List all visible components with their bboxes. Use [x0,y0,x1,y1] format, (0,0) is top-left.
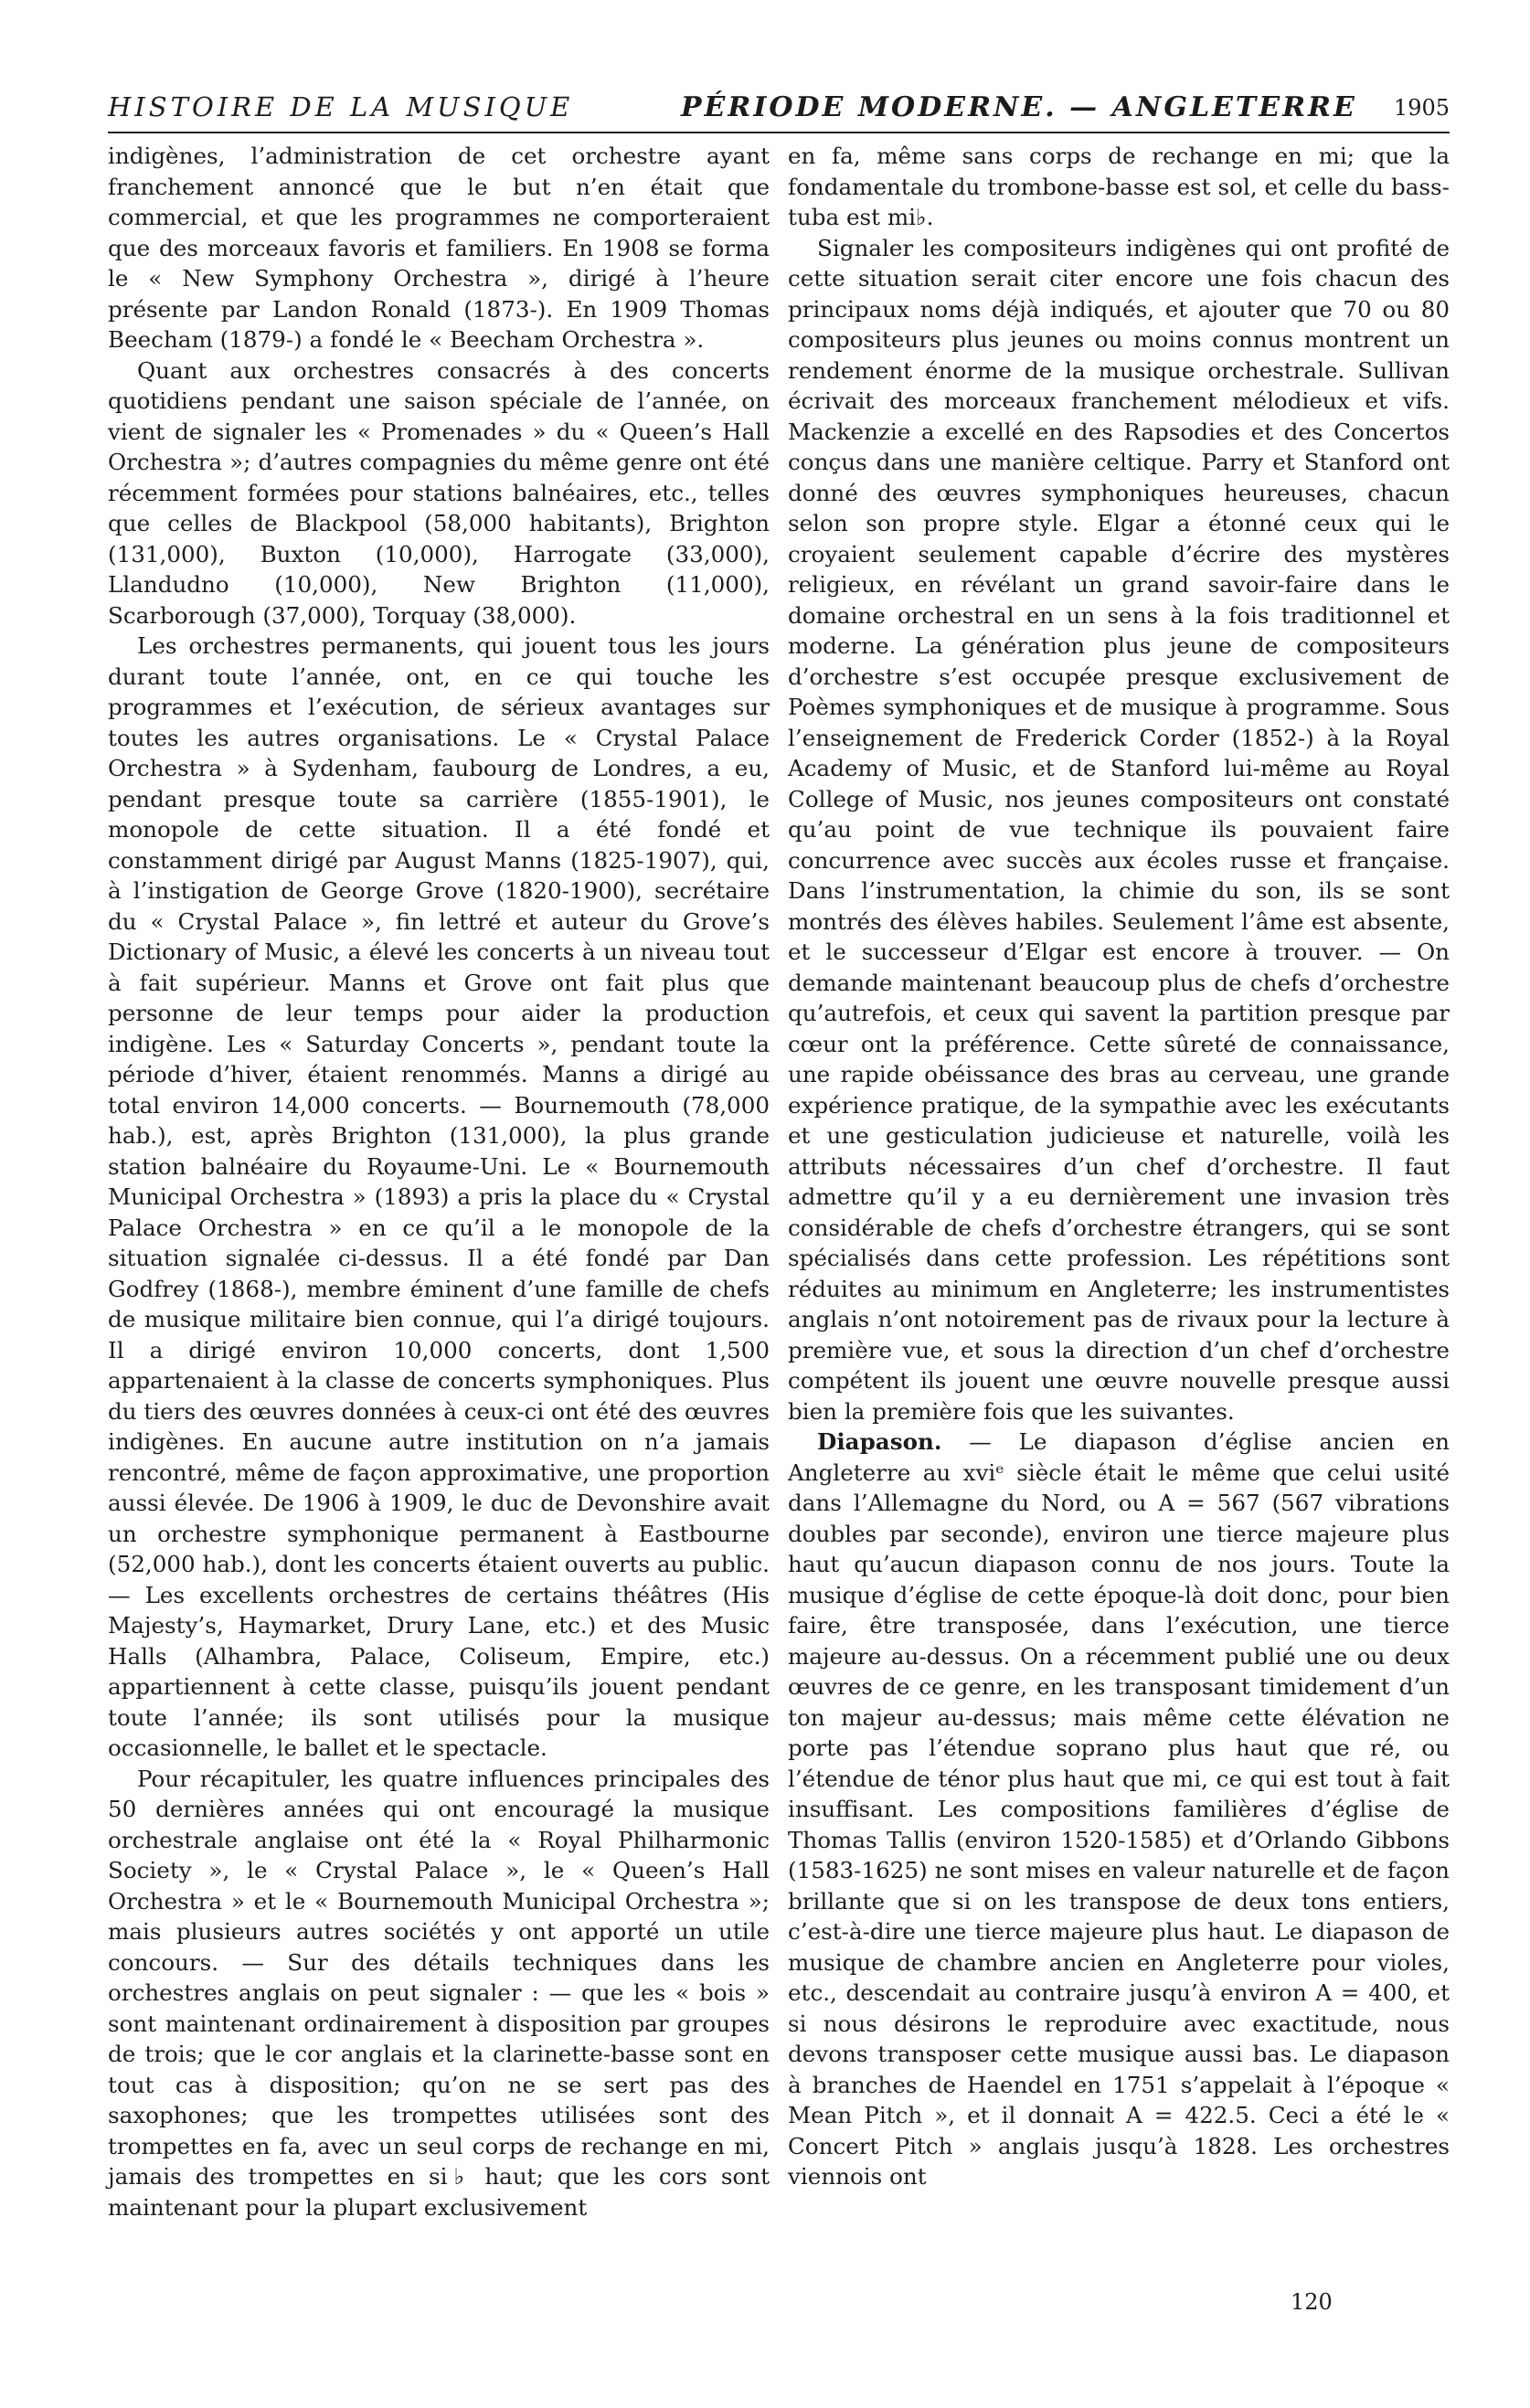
page-number: 1905 [1393,95,1450,121]
section-heading-diapason: Diapason. [817,1428,942,1455]
paragraph: Quant aux orchestres consacrés à des concerts quotidiens pendant une saison spéciale de l’année, on vient de signaler les « Promenades » du « Queen’s Hall Orchestra »; d’autres compagnies du même genre ont été récemment formées pour stations balnéaires, etc., telles que celles de Blackpool (58,000 habitants), Brighton (131,000), Buxton (10,000), Harrogate (33,000), Llandudno (10,000), New Brighton (11,000), Scarborough (37,000), Torquay (38,000). [108,356,770,629]
paragraph: Signaler les compositeurs indigènes qui ont profité de cette situation serait citer encore une fois chacun des principaux noms déjà indiqués, et ajouter que 70 ou 80 compositeurs plus jeunes ou moins connus montrent un rendement énorme de la musique orchestrale. Sullivan écrivait des morceaux franchement mélodieux et vifs. Mackenzie a excellé en des Rapsodies et des Concertos conçus dans une manière celtique. Parry et Stanford ont donné des œuvres symphoniques heureuses, chacun selon son propre style. Elgar a étonné ceux qui le croyaient seulement capable d’écrire des mystères religieux, en révélant un grand savoir-faire dans le domaine orchestral en un sens à la fois traditionnel et moderne. La génération plus jeune de compositeurs d’orchestre s’est occupée presque exclusivement de Poèmes symphoniques et de musique à programme. Sous l’enseignement de Frederick Corder (1852-) à la Royal Academy of Music, et de Stanford lui-même au Royal College of Music, nos jeunes compositeurs ont constaté qu’au point de vue technique ils pouvaient faire concurrence avec succès aux écoles russe et française. Dans l’instrumentation, la chimie du son, ils se sont montrés des élèves habiles. Seulement l’âme est absente, et le successeur d’Elgar est encore à trouver. — On demande maintenant beaucoup plus de chefs d’orchestre qu’autrefois, et ceux qui savent la partition presque par cœur ont la préférence. Cette sûreté de connaissance, une rapide obéissance des bras au cerveau, une grande expérience pratique, de la sympathie avec les exécutants et une gesticulation judicieuse et naturelle, voilà les attributs nécessaires d’un chef d’orchestre. Il faut admettre qu’il y a eu dernièrement une invasion très considérable de chefs d’orchestre étrangers, qui se sont spécialisés dans cette profession. Les répétitions sont réduites au minimum en Angleterre; les instrumentistes anglais n’ont notoirement pas de rivaux pour la lecture à première vue, et sous la direction d’un chef d’orchestre compétent ils jouent une œuvre nouvelle presque aussi bien la première fois que les suivantes. [788,234,1450,1425]
sheet-signature: 120 [1291,2289,1333,2315]
header-book-title: HISTOIRE DE LA MUSIQUE [108,91,574,122]
right-column [788,141,1450,2192]
diapason-paragraph [788,1427,1450,2192]
paragraph: en fa, même sans corps de rechange en mi; que la fondamentale du trombone-basse est sol, et celle du bass-tuba est mi♭. [788,143,1450,230]
paragraph: Les orchestres permanents, qui jouent tous les jours durant toute l’année, ont, en ce qui touche les programmes et l’exécution, de sérieux avantages sur toutes les autres organisations. Le « Crystal Palace Orchestra » à Sydenham, faubourg de Londres, a eu, pendant presque toute sa carrière (1855-1901), le monopole de cette situation. Il a été fondé et constamment dirigé par August Manns (1825-1907), qui, à l’instigation de George Grove (1820-1900), secrétaire du « Crystal Palace », fin lettré et auteur du Grove’s Dictionary of Music, a élevé les concerts à un niveau tout à fait supérieur. Manns et Grove ont fait plus que personne de leur temps pour aider la production indigène. Les « Saturday Concerts », pendant toute la période d’hiver, étaient renommés. Manns a dirigé au total environ 14,000 concerts. — Bournemouth (78,000 hab.), est, après Brighton (131,000), la plus grande station balnéaire du Royaume-Uni. Le « Bournemouth Municipal Orchestra » (1893) a pris la place du « Crystal Palace Orchestra » en ce qu’il a le monopole de la situation signalée ci-dessus. Il a été fondé par Dan Godfrey (1868-), membre éminent d’une famille de chefs de musique militaire bien connue, qui l’a dirigé toujours. Il a dirigé environ 10,000 concerts, dont 1,500 appartenaient à la classe de concerts symphoniques. Plus du tiers des œuvres données à ceux-ci ont été des œuvres indigènes. En aucune autre institution on n’a jamais rencontré, même de façon approximative, une proportion aussi élevée. De 1906 à 1909, le duc de Devonshire avait un orchestre symphonique permanent à Eastbourne (52,000 hab.), dont les concerts étaient ouverts au public. — Les excellents orchestres de certains théâtres (His Majesty’s, Haymarket, Drury Lane, etc.) et des Music Halls (Alhambra, Palace, Coliseum, Empire, etc.) appartiennent à cette classe, puisqu’ils jouent pendant toute l’année; ils sont utilisés pour la musique occasionnelle, le ballet et le spectacle. [108,632,770,1761]
running-header [108,91,1450,133]
left-column [108,141,770,2222]
paragraph: indigènes, l’administration de cet orchestre ayant franchement annoncé que le but n’en était que commercial, et que les programmes ne comporteraient que des morceaux favoris et familiers. En 1908 se forma le « New Symphony Orchestra », dirigé à l’heure présente par Landon Ronald (1873-). En 1909 Thomas Beecham (1879-) a fondé le « Beecham Orchestra ». [108,143,770,353]
diapason-text: — Le diapason d’église ancien en Angleterre au xviᵉ siècle était le même que celui usité dans l’Allemagne du Nord, ou A = 567 (567 vibrations doubles par seconde), environ une tierce majeure plus haut qu’aucun diapason connu de nos jours. Toute la musique d’église de cette époque-là doit donc, pour bien faire, être transposée, dans l’exécution, une tierce majeure au-dessus. On a récemment publié une ou deux œuvres de ce genre, en les transposant timidement d’un ton majeur au-dessus; mais même cette élévation ne porte pas l’étendue soprano plus haut que ré, ou l’étendue de ténor plus haut que mi, ce qui est tout à fait insuffisant. Les compositions familières d’église de Thomas Tallis (environ 1520-1585) et d’Orlando Gibbons (1583-1625) ne sont mises en valeur naturelle et de façon brillante que si on les transpose de deux tons entiers, c’est-à-dire une tierce majeure plus haut. Le diapason de musique de chambre ancien en Angleterre pour violes, etc., descendait au contraire jusqu’à environ A = 400, et si nous désirons le reproduire avec exactitude, nous devons transposer cette musique aussi bas. Le diapason à branches de Haendel en 1751 s’appelait à l’époque « Mean Pitch », et il donnait A = 422.5. Ceci a été le « Concert Pitch » anglais jusqu’à 1828. Les orchestres viennois ont [788,1428,1450,2190]
paragraph: Pour récapituler, les quatre influences principales des 50 dernières années qui ont encouragé la musique orchestrale anglaise ont été la « Royal Philharmonic Society », le « Crystal Palace », le « Queen’s Hall Orchestra » et le « Bournemouth Municipal Orchestra »; mais plusieurs autres sociétés y ont apporté un utile concours. — Sur des détails techniques dans les orchestres anglais on peut signaler : — que les « bois » sont maintenant ordinairement à disposition par groupes de trois; que le cor anglais et la clarinette-basse sont en tout cas à disposition; qu’on ne se sert pas des saxophones; que les trompettes utilisées sont des trompettes en fa, avec un seul corps de rechange en mi, jamais des trompettes en si♭ haut; que les cors sont maintenant pour la plupart exclusivement [108,1765,770,2221]
header-section-title: PÉRIODE MODERNE. — ANGLETERRE [681,91,1357,123]
